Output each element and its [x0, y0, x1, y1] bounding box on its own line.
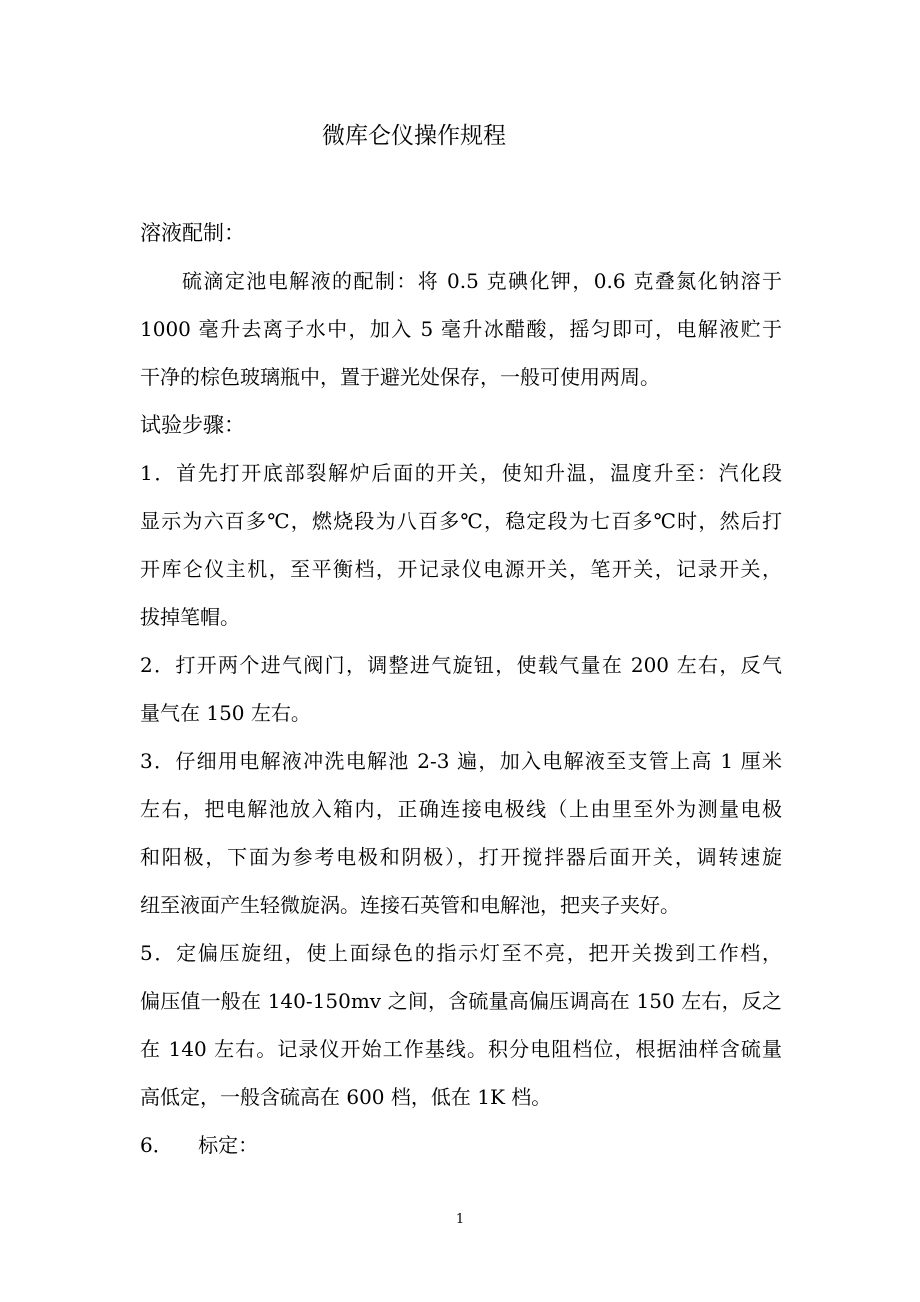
step-6-line: 6． 标定： — [140, 1133, 259, 1157]
step-1-line: 拔掉笔帽。 — [140, 605, 240, 629]
step-1-line: 1．首先打开底部裂解炉后面的开关，使知升温，温度升至：汽化段 — [140, 461, 782, 485]
step-3-line: 左右，把电解池放入箱内，正确连接电极线（上由里至外为测量电极 — [140, 797, 782, 821]
step-5-line: 在 140 左右。记录仪开始工作基线。积分电阻档位，根据油样含硫量 — [140, 1037, 782, 1061]
section-heading: 试验步骤： — [140, 413, 245, 437]
paragraph-line: 干净的棕色玻璃瓶中，置于避光处保存，一般可使用两周。 — [140, 365, 660, 389]
step-2-line: 2．打开两个进气阀门，调整进气旋钮，使载气量在 200 左右，反气 — [140, 653, 782, 677]
paragraph-line: 硫滴定池电解液的配制：将 0.5 克碘化钾，0.6 克叠氮化钠溶于 — [182, 269, 782, 293]
section-test-steps — [140, 401, 782, 1169]
section-solution-prep — [140, 209, 782, 401]
step-3-line: 纽至液面产生轻微旋涡。连接石英管和电解池，把夹子夹好。 — [140, 893, 680, 917]
section-heading: 溶液配制： — [140, 221, 245, 245]
step-5-line: 偏压值一般在 140-150mv 之间，含硫量高偏压调高在 150 左右，反之 — [140, 989, 782, 1013]
paragraph-line: 1000 毫升去离子水中，加入 5 毫升冰醋酸，摇匀即可，电解液贮于 — [140, 317, 782, 341]
step-3-line: 和阳极，下面为参考电极和阴极），打开搅拌器后面开关，调转速旋 — [140, 845, 782, 869]
document-title: 微库仑仪操作规程 — [322, 123, 506, 149]
step-1-line: 开库仑仪主机，至平衡档，开记录仪电源开关，笔开关，记录开关， — [140, 557, 782, 581]
step-2-line: 量气在 150 左右。 — [140, 701, 311, 725]
page-number: 1 — [455, 1212, 465, 1227]
step-1-line: 显示为六百多℃，燃烧段为八百多℃，稳定段为七百多℃时，然后打 — [140, 509, 782, 533]
step-5-line: 高低定，一般含硫高在 600 档，低在 1K 档。 — [140, 1085, 552, 1109]
step-5-line: 5．定偏压旋纽，使上面绿色的指示灯至不亮，把开关拨到工作档， — [140, 941, 782, 965]
step-3-line: 3．仔细用电解液冲洗电解池 2-3 遍，加入电解液至支管上高 1 厘米 — [140, 749, 782, 773]
